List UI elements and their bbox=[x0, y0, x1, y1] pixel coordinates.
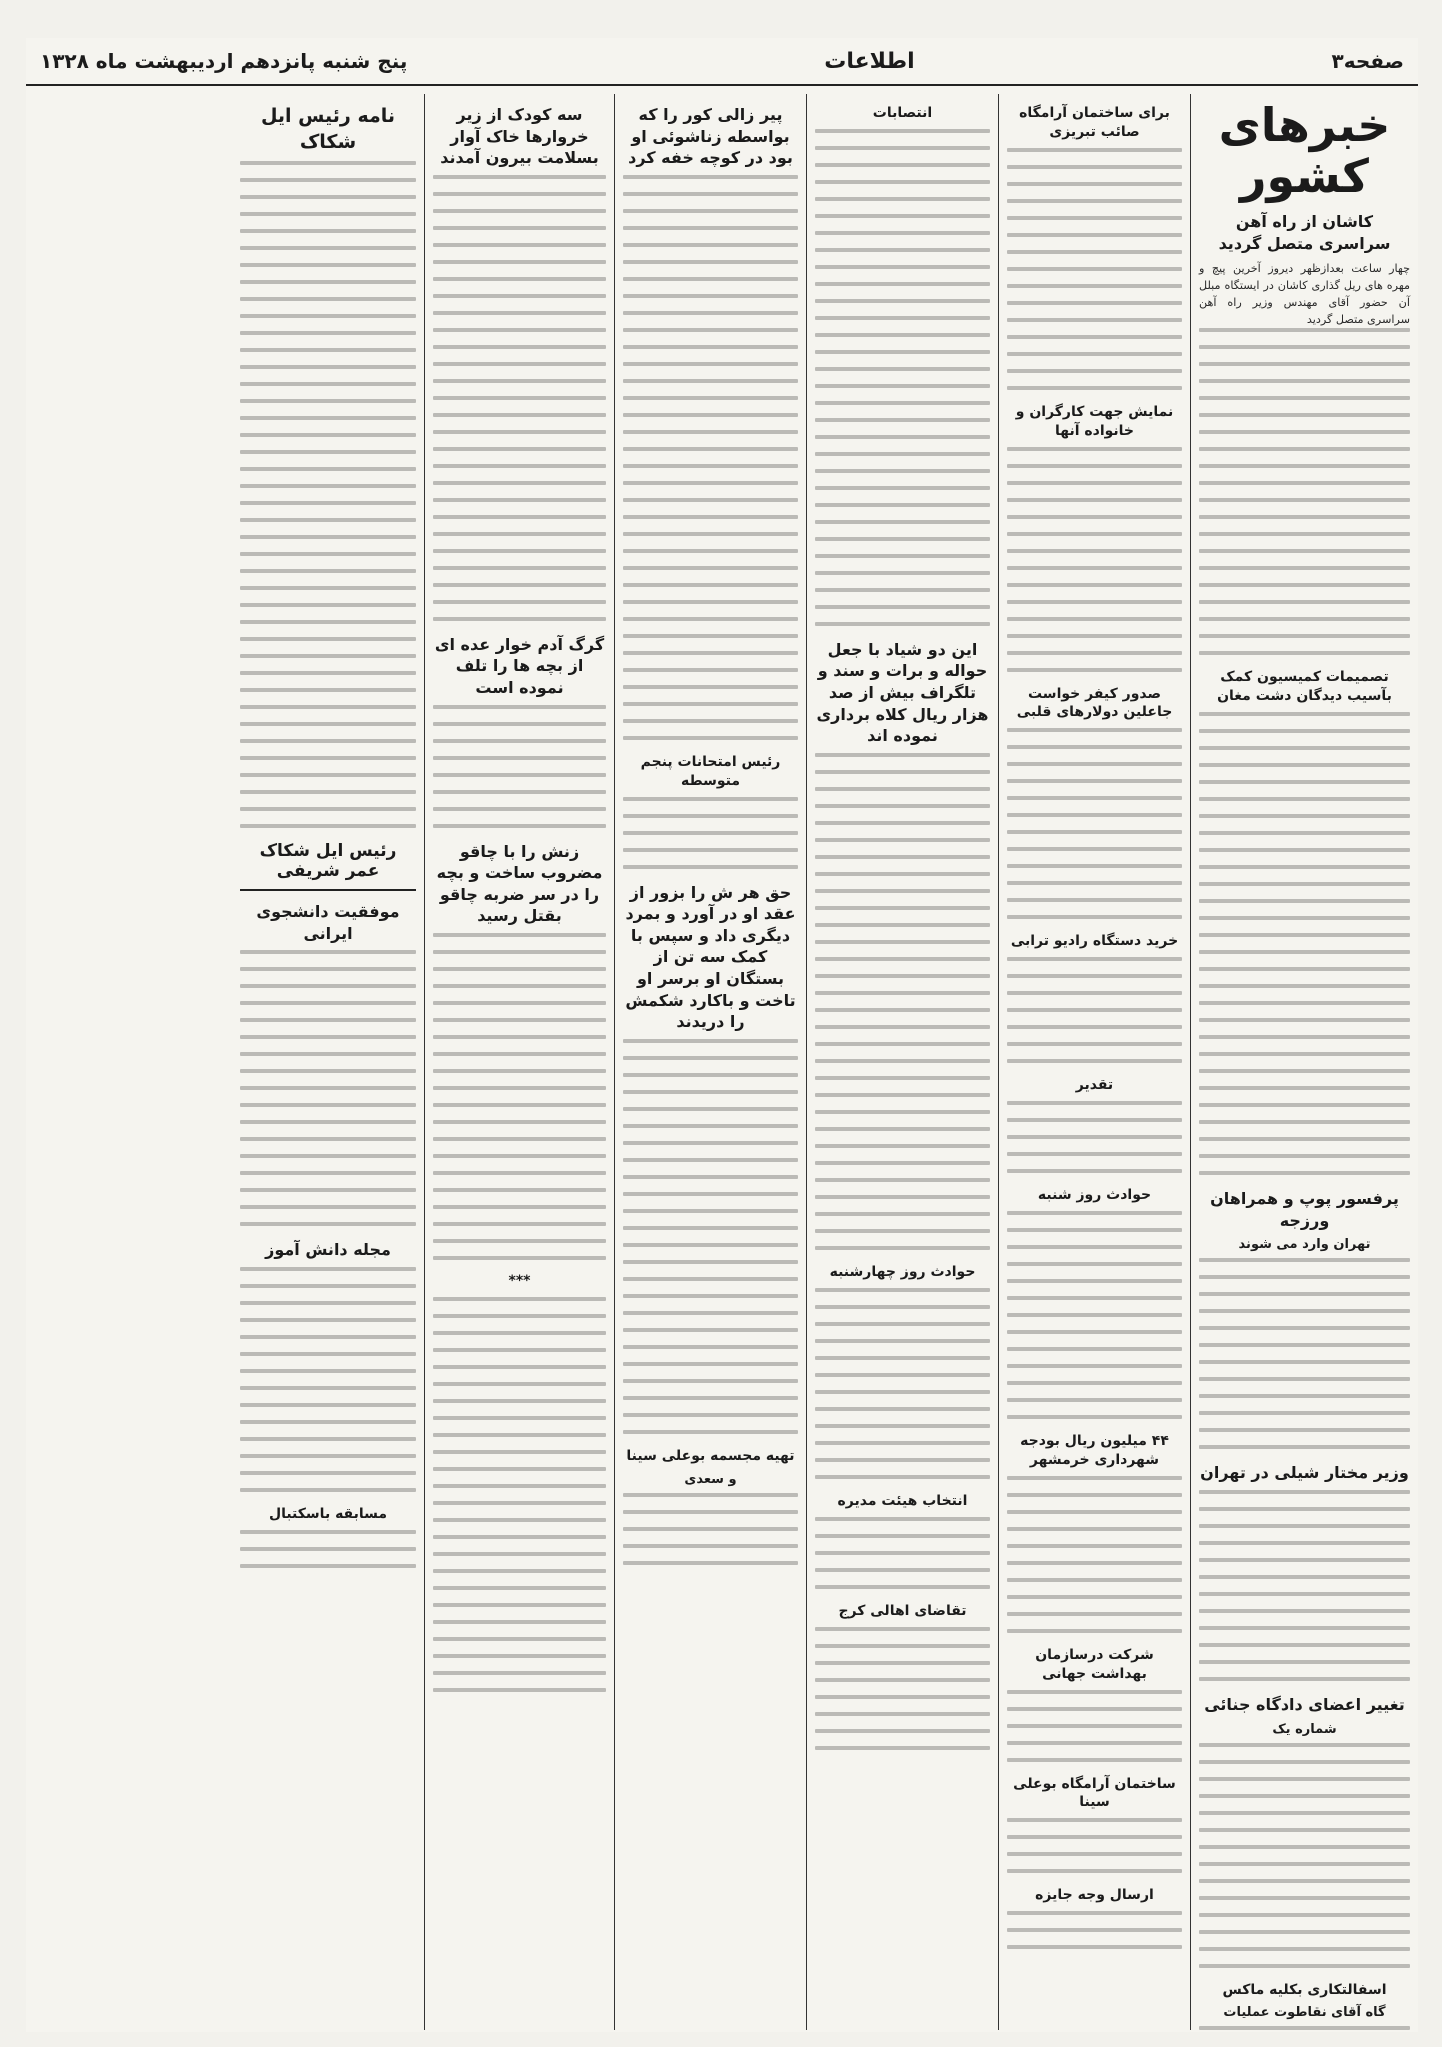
headline: پیر زالی کور را که بواسطه زناشوئی او بود در کوچه خفه کرد bbox=[628, 105, 793, 168]
article-text bbox=[1007, 148, 1182, 390]
article-text bbox=[815, 1288, 990, 1479]
article-text bbox=[240, 1530, 416, 1568]
subheadline: تهران وارد می شوند bbox=[1238, 1237, 1371, 1253]
column-2 bbox=[998, 94, 1190, 2030]
headline: حوادث روز چهارشنبه bbox=[829, 1263, 976, 1280]
article-text bbox=[240, 1267, 416, 1492]
headline: مسابقه باسکتبال bbox=[268, 1506, 388, 1523]
article-text bbox=[815, 1517, 990, 1589]
headline: تصمیمات کمیسیون کمک بآسیب دیدگان دشت مغان bbox=[1217, 669, 1392, 705]
headline: ارسال وجه جایزه bbox=[1035, 1887, 1154, 1904]
headline: موفقیت دانشجوی ایرانی bbox=[256, 902, 400, 943]
headline: حوادث روز شنبه bbox=[1037, 1187, 1152, 1204]
article-text bbox=[1007, 728, 1182, 919]
article-text bbox=[1007, 447, 1182, 672]
headline: ۴۴ میلیون ریال بودجه شهرداری خرمشهر bbox=[1020, 1433, 1169, 1468]
signature: رئیس ایل شکاک عمر شریفی bbox=[259, 841, 397, 882]
article-text bbox=[623, 797, 798, 869]
article-text bbox=[1199, 328, 1410, 655]
headline: ساختمان آرامگاه بوعلی سینا bbox=[1013, 1775, 1176, 1811]
article-text bbox=[1007, 1690, 1182, 1762]
article-text bbox=[433, 705, 606, 828]
headline: تقدیر bbox=[1075, 1077, 1114, 1094]
article-text bbox=[1007, 1101, 1182, 1173]
article-text bbox=[815, 129, 990, 626]
columns bbox=[26, 94, 1418, 2030]
subheadline: گاه آقای نقاطوت عملیات bbox=[1223, 2005, 1386, 2021]
article-text bbox=[1007, 957, 1182, 1063]
column-3 bbox=[806, 94, 998, 2030]
column-6 bbox=[232, 94, 424, 2030]
headline: رئیس امتحانات پنجم متوسطه bbox=[640, 753, 781, 789]
headline: وزیر مختار شیلی در تهران bbox=[1200, 1463, 1409, 1483]
article-text bbox=[1199, 2026, 1410, 2030]
subheadline: و سعدی bbox=[684, 1471, 737, 1487]
headline: شرکت درسازمان بهداشت جهانی bbox=[1035, 1646, 1154, 1682]
headline: صدور کیفر خواست جاعلین دولارهای قلبی bbox=[1016, 685, 1173, 721]
headline: حق هر ش را بزور از عقد او در آورد و بمرد دیگری داد و سپس با کمک سه تن از بستگان او برسر او تاخت و باکارد شکمش را دریدند bbox=[625, 882, 796, 1032]
section-title: خبرهای کشور bbox=[1218, 98, 1391, 203]
headline: برای ساختمان آرامگاه صائب تبریزی bbox=[1019, 105, 1170, 140]
column-5 bbox=[424, 94, 614, 2030]
newspaper-page bbox=[26, 38, 1418, 2032]
headline: تهیه مجسمه بوعلی سینا bbox=[626, 1447, 795, 1464]
headline: مجله دانش آموز bbox=[265, 1240, 391, 1260]
article-text bbox=[1199, 1258, 1410, 1449]
headline: گرگ آدم خوار عده ای از بچه ها را تلف نموده است bbox=[434, 634, 605, 697]
article-text bbox=[1199, 1743, 1410, 1968]
article-text bbox=[433, 175, 606, 621]
article-text bbox=[623, 1039, 798, 1434]
article-text bbox=[240, 950, 416, 1226]
page-number: صفحه۳ bbox=[1331, 49, 1404, 73]
subheadline: شماره یک bbox=[1272, 1721, 1337, 1737]
column-4 bbox=[614, 94, 806, 2030]
separator-stars: *** bbox=[508, 1272, 531, 1289]
issue-date: پنج شنبه پانزدهم اردیبهشت ماه ۱۳۲۸ bbox=[40, 49, 408, 73]
article-text bbox=[240, 161, 416, 828]
headline: اسفالتکاری بکلیه ماکس bbox=[1222, 1981, 1387, 1998]
headline: تقاضای اهالی کرج bbox=[838, 1602, 967, 1619]
article-text bbox=[433, 1297, 606, 1692]
headline: نامه رئیس ایل شکاک bbox=[260, 105, 396, 153]
article-text bbox=[815, 1627, 990, 1750]
headline: پرفسور پوپ و همراهان ورزجه bbox=[1210, 1189, 1399, 1230]
headline: انتخاب هیئت مدیره bbox=[837, 1492, 968, 1509]
article-text bbox=[623, 1493, 798, 1565]
article-text bbox=[433, 933, 606, 1260]
article-text bbox=[1199, 1490, 1410, 1681]
article-lead: چهار ساعت بعدازظهر دیروز آخرین پیچ و مهره های ریل گذاری کاشان در ایستگاه مبلل آن حضور آقای مهندس وزیر راه آهن سراسری متصل گردید bbox=[1199, 262, 1410, 327]
article-text bbox=[623, 175, 798, 740]
headline: تغییر اعضای دادگاه جنائی bbox=[1204, 1694, 1405, 1714]
headline: سه کودک از زیر خروارها خاک آوار بسلامت بیرون آمدند bbox=[440, 105, 599, 168]
headline: زنش را با چاقو مضروب ساخت و بچه را در سر ضربه چاقو بقتل رسید bbox=[436, 841, 603, 926]
headline: کاشان از راه آهن سراسری متصل گردید bbox=[1218, 212, 1391, 253]
headline: نمایش جهت کارگران و خانواده آنها bbox=[1015, 403, 1174, 439]
newspaper-name: اطلاعات bbox=[824, 48, 915, 74]
column-domestic-news bbox=[1190, 94, 1418, 2030]
article-text bbox=[1007, 1911, 1182, 1949]
article-text bbox=[1199, 712, 1410, 1175]
article-text bbox=[1007, 1476, 1182, 1633]
article-text bbox=[815, 753, 990, 1250]
headline: این دو شیاد با جعل حواله و برات و سند و تلگراف بیش از صد هزار ریال کلاه برداری نموده اند bbox=[816, 639, 989, 746]
headline: خرید دستگاه رادیو ترابی bbox=[1010, 933, 1179, 950]
headline: انتصابات bbox=[872, 105, 933, 121]
article-text bbox=[1007, 1211, 1182, 1419]
masthead bbox=[26, 38, 1418, 86]
article-text bbox=[1007, 1818, 1182, 1873]
